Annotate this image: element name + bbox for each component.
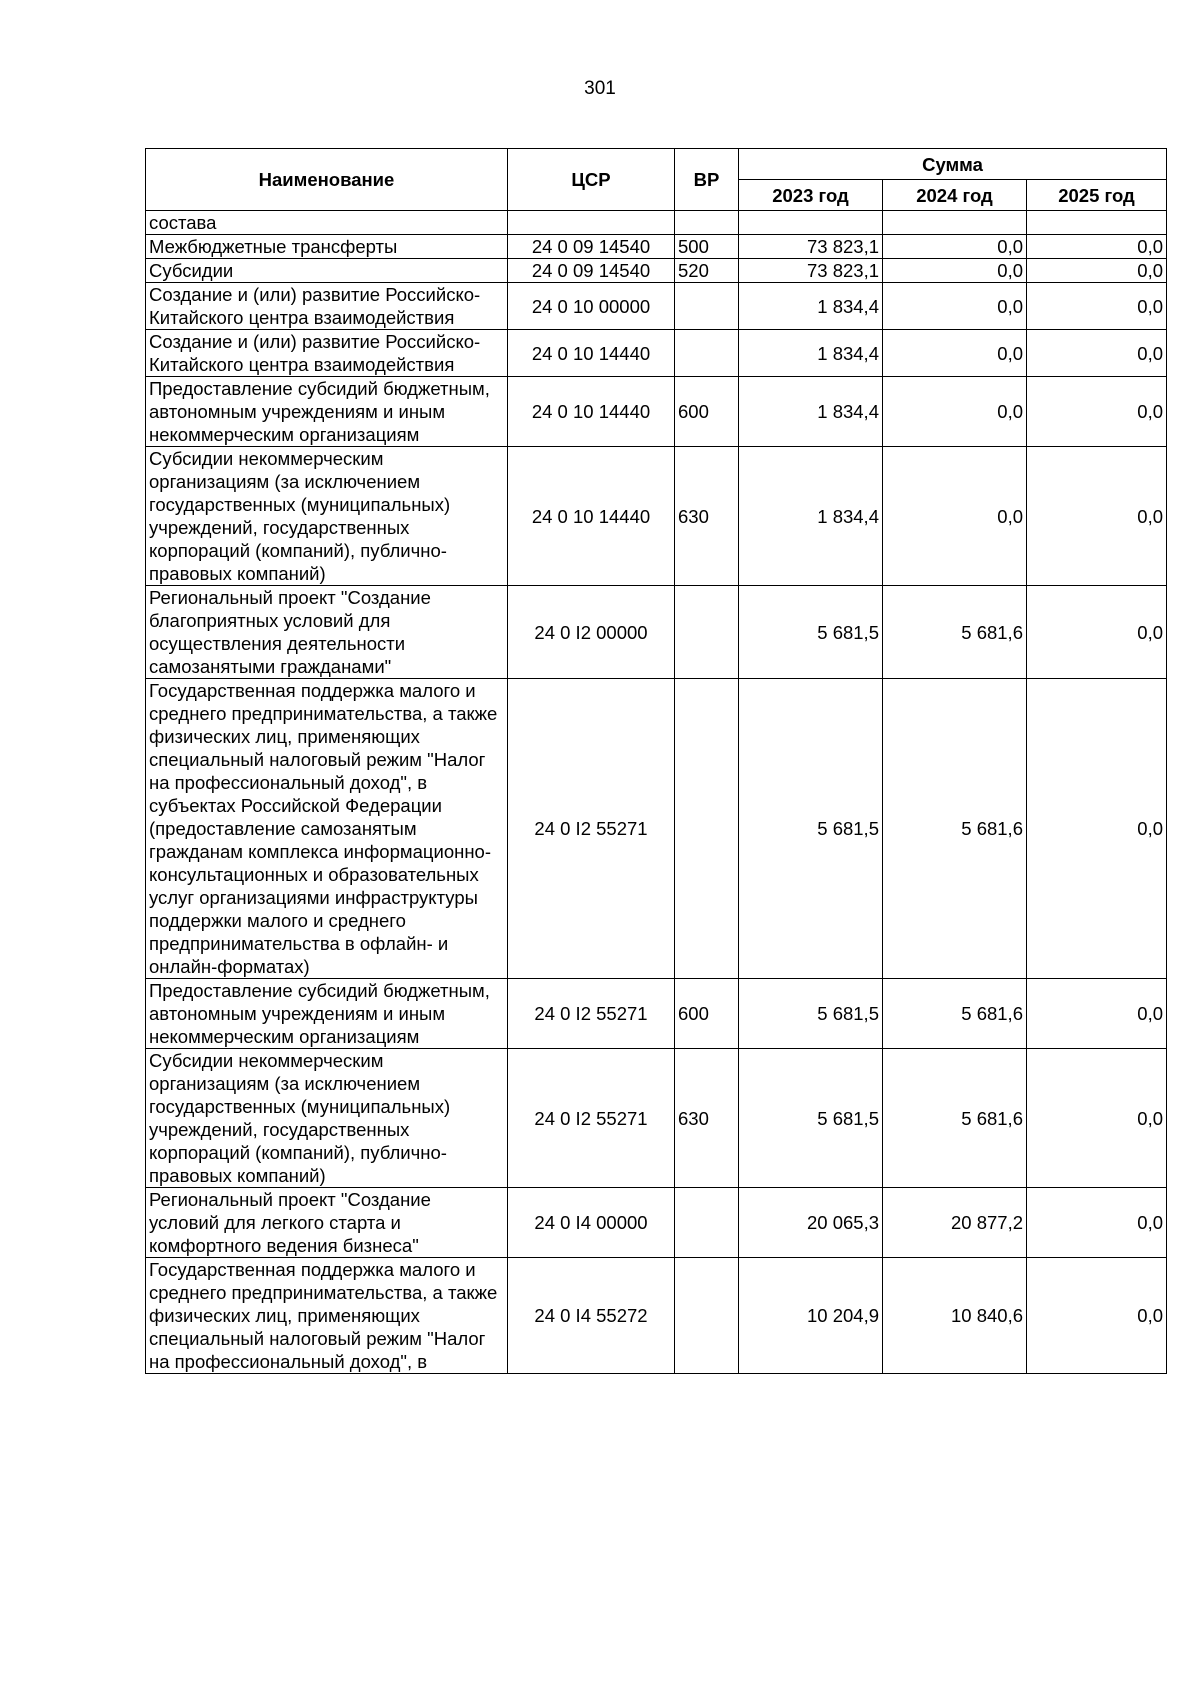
- cell-vr: 630: [675, 1049, 739, 1188]
- table-row: [146, 1258, 1167, 1374]
- cell-csr: 24 0 I2 55271: [508, 1049, 675, 1188]
- cell-name: Региональный проект "Создание благоприятных условий для осуществления деятельности самозанятыми гражданами": [146, 586, 508, 679]
- cell-name: Предоставление субсидий бюджетным, автономным учреждениям и иным некоммерческим организациям: [146, 377, 508, 447]
- cell-csr: 24 0 10 14440: [508, 330, 675, 377]
- cell-name: Субсидии некоммерческим организациям (за исключением государственных (муниципальных) учреждений, государственных корпораций (компаний), публично-правовых компаний): [146, 1049, 508, 1188]
- cell-csr: 24 0 10 14440: [508, 447, 675, 586]
- cell-2023: 1 834,4: [739, 377, 883, 447]
- cell-name: Субсидии некоммерческим организациям (за исключением государственных (муниципальных) учреждений, государственных корпораций (компаний), публично-правовых компаний): [146, 447, 508, 586]
- cell-2024: 5 681,6: [883, 679, 1027, 979]
- header-2025: 2025 год: [1027, 180, 1167, 211]
- cell-vr: 500: [675, 235, 739, 259]
- cell-name: Межбюджетные трансферты: [146, 235, 508, 259]
- table-row: [146, 377, 1167, 447]
- table-row: [146, 586, 1167, 679]
- cell-vr: [675, 586, 739, 679]
- cell-csr: 24 0 09 14540: [508, 235, 675, 259]
- cell-vr: 600: [675, 979, 739, 1049]
- cell-2024: 0,0: [883, 259, 1027, 283]
- table-row: [146, 447, 1167, 586]
- table-body: [146, 211, 1167, 1374]
- cell-2025: 0,0: [1027, 1258, 1167, 1374]
- cell-2023: 1 834,4: [739, 447, 883, 586]
- cell-name: Предоставление субсидий бюджетным, автономным учреждениям и иным некоммерческим организациям: [146, 979, 508, 1049]
- cell-2025: 0,0: [1027, 330, 1167, 377]
- cell-csr: [508, 211, 675, 235]
- header-name: Наименование: [146, 149, 508, 211]
- budget-table: [145, 148, 1167, 1374]
- cell-2023: 5 681,5: [739, 586, 883, 679]
- cell-2024: 5 681,6: [883, 586, 1027, 679]
- cell-2025: 0,0: [1027, 1188, 1167, 1258]
- header-row-top: [146, 149, 1167, 180]
- cell-csr: 24 0 10 00000: [508, 283, 675, 330]
- cell-2025: 0,0: [1027, 283, 1167, 330]
- table-row: [146, 979, 1167, 1049]
- table-row: [146, 1188, 1167, 1258]
- table-row: [146, 679, 1167, 979]
- table-row: [146, 283, 1167, 330]
- cell-csr: 24 0 10 14440: [508, 377, 675, 447]
- table-row: [146, 259, 1167, 283]
- cell-vr: [675, 330, 739, 377]
- cell-csr: 24 0 09 14540: [508, 259, 675, 283]
- header-csr: ЦСР: [508, 149, 675, 211]
- page-number: 301: [584, 78, 616, 99]
- cell-2024: 5 681,6: [883, 979, 1027, 1049]
- header-2023: 2023 год: [739, 180, 883, 211]
- cell-2023: 1 834,4: [739, 330, 883, 377]
- cell-name: Создание и (или) развитие Российско-Китайского центра взаимодействия: [146, 330, 508, 377]
- cell-2024: 0,0: [883, 377, 1027, 447]
- cell-name: Региональный проект "Создание условий для легкого старта и комфортного ведения бизнеса": [146, 1188, 508, 1258]
- header-vr: ВР: [675, 149, 739, 211]
- cell-vr: 600: [675, 377, 739, 447]
- cell-2024: 0,0: [883, 330, 1027, 377]
- cell-2025: 0,0: [1027, 259, 1167, 283]
- cell-2025: 0,0: [1027, 679, 1167, 979]
- table-row: [146, 330, 1167, 377]
- cell-csr: 24 0 I2 55271: [508, 679, 675, 979]
- cell-2023: 5 681,5: [739, 979, 883, 1049]
- cell-name: Создание и (или) развитие Российско-Китайского центра взаимодействия: [146, 283, 508, 330]
- cell-2023: 10 204,9: [739, 1258, 883, 1374]
- table-row: [146, 211, 1167, 235]
- cell-2025: [1027, 211, 1167, 235]
- cell-csr: 24 0 I2 00000: [508, 586, 675, 679]
- table-row: [146, 1049, 1167, 1188]
- cell-csr: 24 0 I2 55271: [508, 979, 675, 1049]
- cell-2025: 0,0: [1027, 586, 1167, 679]
- cell-2023: 5 681,5: [739, 1049, 883, 1188]
- cell-2024: 0,0: [883, 283, 1027, 330]
- cell-name: Государственная поддержка малого и среднего предпринимательства, а также физических лиц, применяющих специальный налоговый режим "Налог на профессиональный доход", в: [146, 1258, 508, 1374]
- cell-2024: 10 840,6: [883, 1258, 1027, 1374]
- cell-2024: [883, 211, 1027, 235]
- cell-2024: 0,0: [883, 447, 1027, 586]
- cell-2024: 5 681,6: [883, 1049, 1027, 1188]
- cell-vr: [675, 1188, 739, 1258]
- cell-name: Государственная поддержка малого и среднего предпринимательства, а также физических лиц, применяющих специальный налоговый режим "Налог на профессиональный доход", в субъектах Российской Федерации (предоставление самозанятым гражданам комплекса информационно-консультационных и образовательных услуг организациями инфраструктуры поддержки малого и среднего предпринимательства в офлайн- и онлайн-форматах): [146, 679, 508, 979]
- cell-2023: 5 681,5: [739, 679, 883, 979]
- cell-vr: [675, 283, 739, 330]
- cell-vr: [675, 1258, 739, 1374]
- cell-2023: 73 823,1: [739, 259, 883, 283]
- cell-2023: 1 834,4: [739, 283, 883, 330]
- cell-2025: 0,0: [1027, 1049, 1167, 1188]
- cell-name: Субсидии: [146, 259, 508, 283]
- cell-2023: [739, 211, 883, 235]
- cell-csr: 24 0 I4 00000: [508, 1188, 675, 1258]
- cell-2023: 73 823,1: [739, 235, 883, 259]
- cell-2025: 0,0: [1027, 447, 1167, 586]
- cell-2025: 0,0: [1027, 377, 1167, 447]
- cell-vr: 630: [675, 447, 739, 586]
- cell-name: состава: [146, 211, 508, 235]
- table-row: [146, 235, 1167, 259]
- header-2024: 2024 год: [883, 180, 1027, 211]
- cell-2023: 20 065,3: [739, 1188, 883, 1258]
- cell-vr: 520: [675, 259, 739, 283]
- cell-vr: [675, 679, 739, 979]
- cell-2025: 0,0: [1027, 235, 1167, 259]
- cell-csr: 24 0 I4 55272: [508, 1258, 675, 1374]
- header-sum: Сумма: [739, 149, 1167, 180]
- cell-2024: 20 877,2: [883, 1188, 1027, 1258]
- cell-vr: [675, 211, 739, 235]
- cell-2025: 0,0: [1027, 979, 1167, 1049]
- cell-2024: 0,0: [883, 235, 1027, 259]
